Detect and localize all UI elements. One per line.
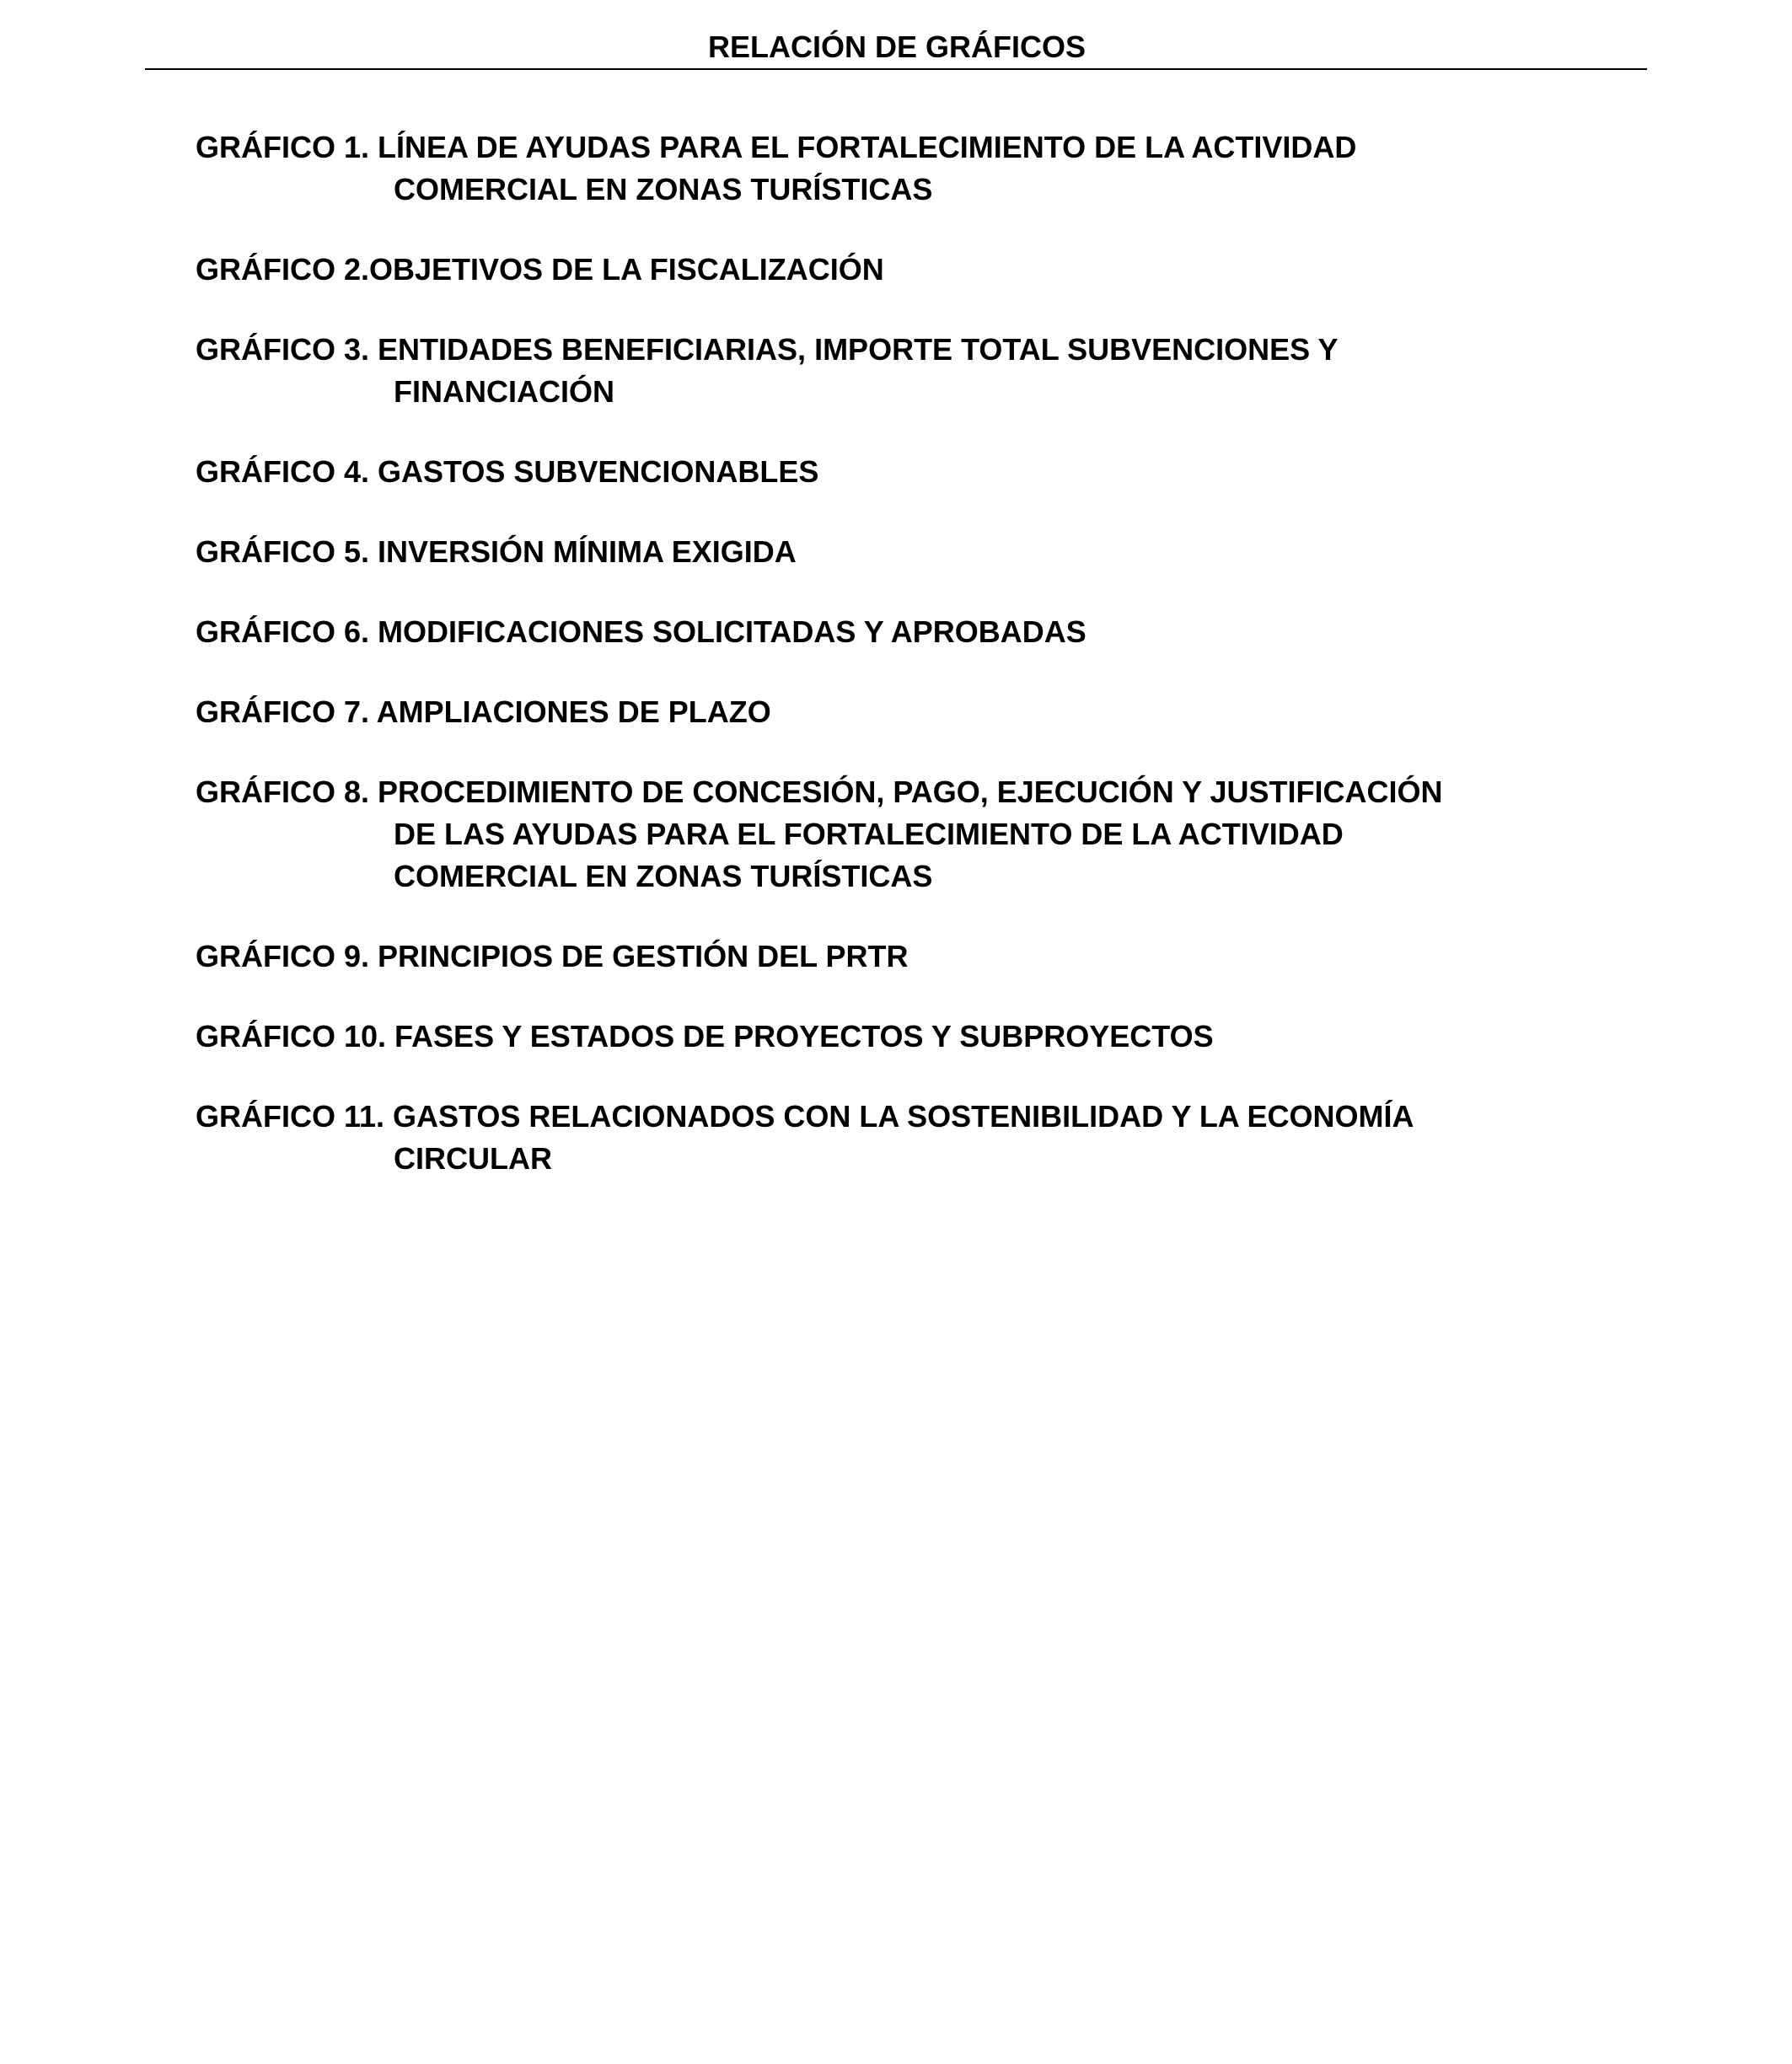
figure-entry-line: COMERCIAL EN ZONAS TURÍSTICAS bbox=[394, 859, 933, 893]
figure-entry-line: GRÁFICO 4. GASTOS SUBVENCIONABLES bbox=[196, 454, 819, 489]
figure-entry-line: COMERCIAL EN ZONAS TURÍSTICAS bbox=[394, 172, 933, 206]
title-divider bbox=[145, 68, 1647, 70]
figure-entry-line: CIRCULAR bbox=[394, 1141, 552, 1176]
figure-entry-line: GRÁFICO 2.OBJETIVOS DE LA FISCALIZACIÓN bbox=[196, 252, 884, 287]
figure-list-item-7 bbox=[196, 691, 1679, 733]
figure-entry-line: GRÁFICO 11. GASTOS RELACIONADOS CON LA SOSTENIBILIDAD Y LA ECONOMÍA bbox=[196, 1099, 1414, 1134]
figure-entry-line: GRÁFICO 10. FASES Y ESTADOS DE PROYECTOS Y SUBPROYECTOS bbox=[196, 1019, 1214, 1053]
figure-list-item-3 bbox=[196, 329, 1679, 413]
figure-entry-line: DE LAS AYUDAS PARA EL FORTALECIMIENTO DE LA ACTIVIDAD bbox=[394, 817, 1344, 851]
figure-list bbox=[196, 126, 1679, 1218]
figure-list-item-11 bbox=[196, 1096, 1679, 1180]
figure-list-item-9 bbox=[196, 936, 1679, 978]
figure-list-item-8 bbox=[196, 771, 1679, 898]
figure-list-item-10 bbox=[196, 1016, 1679, 1058]
figure-entry-line: GRÁFICO 6. MODIFICACIONES SOLICITADAS Y APROBADAS bbox=[196, 614, 1086, 649]
figure-entry-line: GRÁFICO 5. INVERSIÓN MÍNIMA EXIGIDA bbox=[196, 534, 797, 569]
figure-list-item-5 bbox=[196, 531, 1679, 573]
figure-list-item-1 bbox=[196, 126, 1679, 211]
figure-entry-line: GRÁFICO 1. LÍNEA DE AYUDAS PARA EL FORTALECIMIENTO DE LA ACTIVIDAD bbox=[196, 130, 1357, 164]
figure-list-item-2 bbox=[196, 249, 1679, 291]
figure-entry-line: FINANCIACIÓN bbox=[394, 374, 614, 409]
figure-entry-line: GRÁFICO 9. PRINCIPIOS DE GESTIÓN DEL PRTR bbox=[196, 939, 909, 973]
figure-entry-line: GRÁFICO 8. PROCEDIMIENTO DE CONCESIÓN, PAGO, EJECUCIÓN Y JUSTIFICACIÓN bbox=[196, 775, 1443, 809]
figure-list-item-4 bbox=[196, 451, 1679, 493]
figure-entry-line: GRÁFICO 3. ENTIDADES BENEFICIARIAS, IMPORTE TOTAL SUBVENCIONES Y bbox=[196, 332, 1339, 367]
page-title: RELACIÓN DE GRÁFICOS bbox=[707, 29, 1086, 64]
figure-entry-line: GRÁFICO 7. AMPLIACIONES DE PLAZO bbox=[196, 694, 771, 729]
figure-list-item-6 bbox=[196, 611, 1679, 653]
